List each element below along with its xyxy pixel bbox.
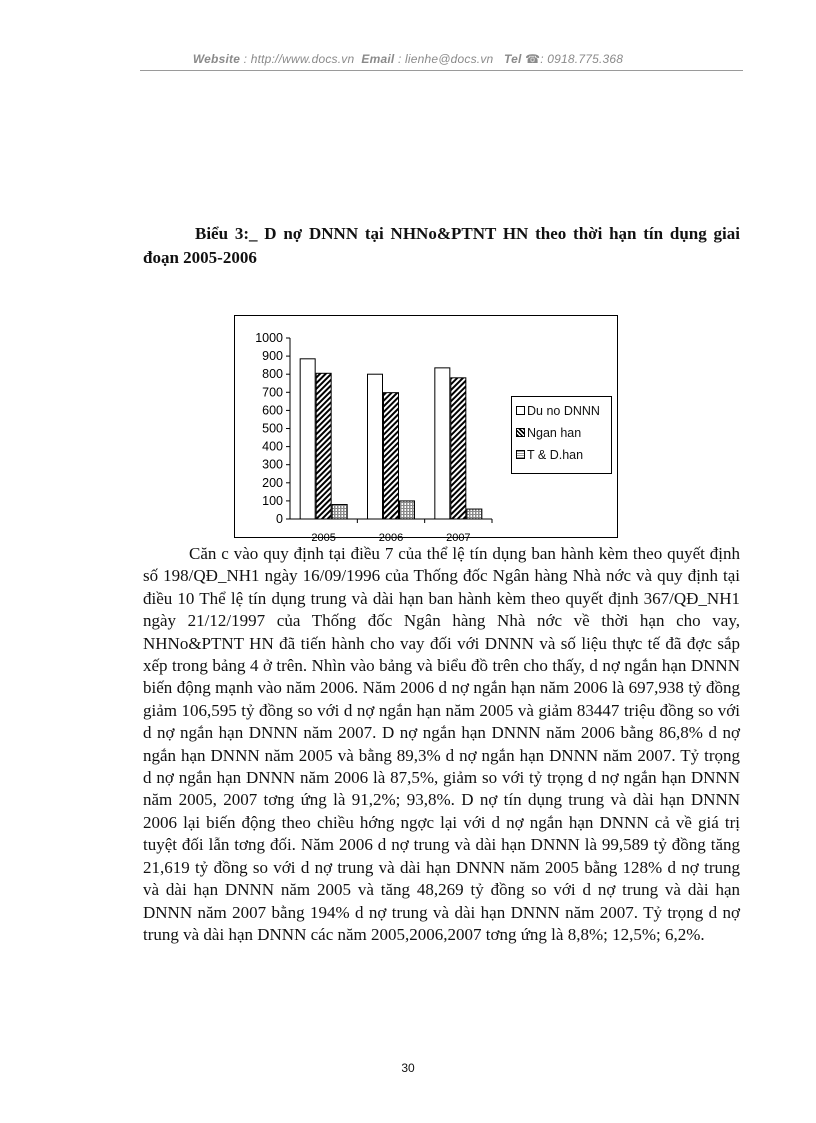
legend-label: T & D.han (527, 448, 584, 462)
bar (400, 501, 415, 519)
legend-swatch-icon (516, 428, 525, 437)
legend-item-trung-dai-han (516, 447, 583, 463)
header-rule (140, 70, 743, 71)
website-label: Website (192, 52, 241, 66)
website-value: : http://www.docs.vn (243, 52, 355, 66)
legend-swatch-icon (516, 406, 525, 415)
y-tick-label: 800 (262, 367, 283, 382)
y-tick-label: 100 (262, 493, 283, 508)
y-tick-label: 400 (262, 439, 283, 454)
chart-title: Biểu 3:_ D nợ DNNN tại NHNo&PTNT HN theo thời hạn tín dụng giai đoạn 2005-2006 (143, 224, 740, 267)
legend-item-du-no (516, 403, 600, 419)
bar (451, 378, 466, 519)
y-tick-label: 0 (276, 512, 283, 526)
page-header (0, 52, 816, 66)
y-tick-label: 1000 (255, 331, 283, 345)
chart-legend (511, 396, 612, 474)
bar (435, 368, 450, 519)
x-tick-label: 2006 (378, 532, 404, 544)
tel-value: : 0918.775.368 (540, 52, 624, 66)
y-tick-label: 200 (262, 475, 283, 490)
bar (332, 505, 347, 519)
bar (368, 374, 383, 519)
legend-item-ngan-han (516, 425, 581, 441)
y-tick-label: 600 (262, 403, 283, 418)
bar (316, 373, 331, 519)
legend-label: Du no DNNN (527, 404, 600, 418)
bar (384, 393, 399, 519)
y-tick-label: 900 (262, 349, 283, 364)
bar (467, 509, 482, 519)
legend-label: Ngan han (527, 426, 582, 440)
tel-label: Tel (504, 52, 522, 66)
chart-frame (234, 315, 618, 544)
x-tick-label: 2005 (311, 532, 336, 544)
legend-swatch-icon (516, 450, 525, 459)
y-tick-label: 300 (262, 457, 283, 472)
bar (300, 359, 315, 519)
body-paragraph: Căn c vào quy định tại điều 7 của thể lệ tín dụng ban hành kèm theo quyết định số 198/QĐ_NH1 ngày 16/09/1996 của Thống đốc Ngân hàng Nhà nớc và quy định tại điều 10 Thể lệ tín dụng trung và dài hạn ban hành kèm theo quyết định 367/QĐ_NH1 ngày 21/12/1997 của Thống đốc Ngân hàng Nhà nớc về thời hạn cho vay, NHNo&PTNT HN đã tiến hành cho vay đối với DNNN và số liệu thực tế đã đợc sắp xếp trong bảng 4 ở trên. Nhìn vào bảng và biểu đồ trên cho thấy, d nợ ngắn hạn DNNN biến động mạnh vào năm 2006. Năm 2006 d nợ ngắn hạn năm 2006 là 697,938 tỷ đồng giảm 106,595 tỷ đồng so với d nợ ngắn hạn năm 2005 và giảm 83447 triệu đồng so với d nợ ngắn hạn DNNN năm 2007. D nợ ngắn hạn DNNN năm 2006 bằng 86,8% d nợ ngắn hạn DNNN năm 2005 và bằng 89,3% d nợ ngắn hạn DNNN năm 2007. Tỷ trọng d nợ ngắn hạn DNNN năm 2006 là 87,5%, giảm so với tỷ trọng d nợ ngắn hạn DNNN năm 2005, 2007 tơng ứng là 91,2%; 93,8%. D nợ tín dụng trung và dài hạn DNNN 2006 lại biến động theo chiều hớng ngợc lại với d nợ ngắn hạn DNNN cả về giá trị tuyệt đối lẫn tơng đối. Năm 2006 d nợ trung và dài hạn DNNN là 99,589 tỷ đồng tăng 21,619 tỷ đồng so với d nợ trung và dài hạn DNNN năm 2005 bằng 128% d nợ trung và dài hạn DNNN năm 2005 và tăng 48,269 tỷ đồng so với d nợ trung và dài hạn DNNN năm 2007 bằng 194% d nợ trung và dài hạn DNNN năm 2007. Tỷ trọng d nợ trung và dài hạn DNNN các năm 2005,2006,2007 tơng ứng là 8,8%; 12,5%; 6,2%. (143, 544, 740, 944)
y-tick-label: 700 (262, 385, 283, 400)
page-number: 30 (401, 1061, 415, 1075)
x-tick-label: 2007 (446, 532, 471, 544)
email-label: Email (361, 52, 395, 66)
email-value: : lienhe@docs.vn (397, 52, 494, 66)
y-tick-label: 500 (262, 421, 283, 436)
phone-icon: ☎ (525, 52, 541, 66)
